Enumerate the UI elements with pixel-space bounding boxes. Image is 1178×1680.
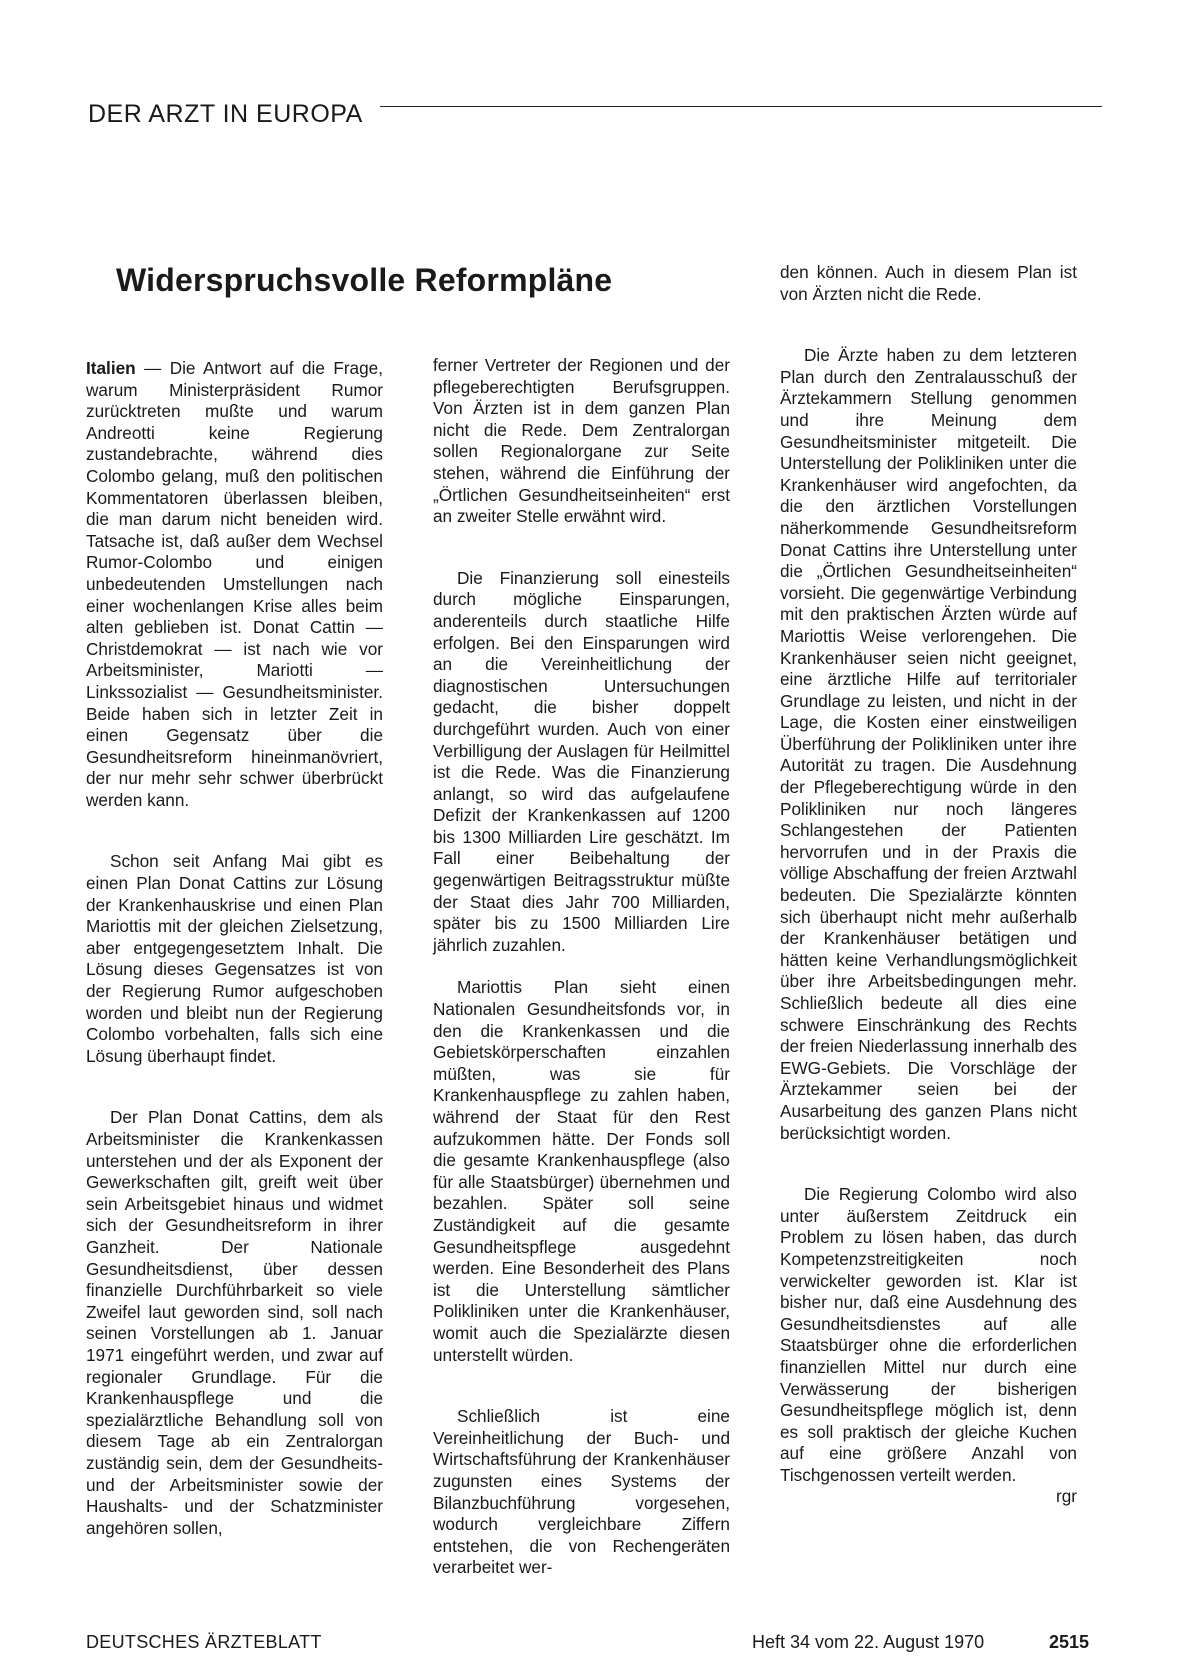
article-title: Widerspruchsvolle Reformpläne [116, 262, 613, 298]
paragraph: den können. Auch in diesem Plan ist von Ärzten nicht die Rede. [780, 262, 1077, 304]
section-header: DER ARZT IN EUROPA [88, 100, 363, 128]
paragraph: Mariottis Plan sieht einen Nationalen Gesundheitsfonds vor, in den die Krankenkassen und die Gebietskörperschaften einzahlen müßten, was sie für Krankenhauspflege zu zahlen haben, während der Staat für den Rest aufzukommen hätte. Der Fonds soll die gesamte Krankenhauspflege (also für alle Staatsbürger) übernehmen und bezahlen. Später soll seine Zuständigkeit auf die gesamte Gesundheitspflege ausgedehnt werden. Eine Besonderheit des Plans ist die Unterstellung sämtlicher Polikliniken unter die Krankenhäuser, womit auch die Spezialärzte diesen unterstellt würden. [433, 977, 730, 1365]
paragraph: Schließlich ist eine Vereinheitlichung der Buch- und Wirtschaftsführung der Krankenhäuser zugunsten eines Systems der Bilanzbuchführung vorgesehen, wodurch vergleichbare Ziffern entstehen, die von Rechengeräten verarbeitet wer- [433, 1406, 730, 1578]
paragraph: Die Ärzte haben zu dem letzteren Plan durch den Zentralausschuß der Ärztekammern Stellung genommen und ihre Meinung dem Gesundheitsminister mitgeteilt. Die Unterstellung der Polikliniken unter die Krankenhäuser wird angefochten, da die den ärztlichen Vorstellungen näherkommende Gesundheitsreform Donat Cattins ihre Unterstellung unter die „Örtlichen Gesundheitseinheiten“ vorsieht. Die gegenwärtige Verbindung mit den praktischen Ärzten würde auf Mariottis Weise verlorengehen. Die Krankenhäuser seien nicht geeignet, eine ärztliche Hilfe auf territorialer Grundlage zu leisten, und nicht in der Lage, die Kosten einer einstweiligen Überführung der Polikliniken unter ihre Autorität zu tragen. Die Ausdehnung der Pflegeberechtigung würde in den Polikliniken nur noch längeres Schlangestehen der Patienten hervorrufen und in der Praxis die völlige Abschaffung der freien Arztwahl bedeuten. Die Spezialärzte könnten sich überhaupt nicht mehr außerhalb der Krankenhäuser betätigen und hätten keine Verhandlungsmöglichkeit über ihre Arbeitsbedingungen mehr. Schließlich bedeute all dies eine schwere Einschränkung des Rechts der freien Niederlassung innerhalb des EWG-Gebiets. Die Vorschläge der Ärztekammer seien bei der Ausarbeitung des ganzen Plans nicht berücksichtigt worden. [780, 345, 1077, 1143]
paragraph: Der Plan Donat Cattins, dem als Arbeitsminister die Krankenkassen unterstehen und der als Exponent der Gewerkschaften gilt, greift weit über sein Arbeitsgebiet hinaus und widmet sich der Gesundheitsreform in ihrer Ganzheit. Der Nationale Gesundheitsdienst, über dessen finanzielle Durchführbarkeit so viele Zweifel laut geworden sind, soll nach seinen Vorstellungen ab 1. Januar 1971 eingeführt werden, und zwar auf regionaler Grundlage. Für die Krankenhauspflege und die spezialärztliche Behandlung soll von diesem Tage ab ein Zentralorgan zuständig sein, dem der Gesundheits- und der Arbeitsminister sowie der Haushalts- und der Schatzminister angehören sollen, [86, 1107, 383, 1538]
column-2 [433, 355, 730, 1579]
paragraph-text: — Die Antwort auf die Frage, warum Ministerpräsident Rumor zurücktreten mußte und warum Andreotti keine Regierung zustandebrachte, während dies Colombo gelang, muß den politischen Kommentatoren überlassen bleiben, die man darum nicht beneiden wird. Tatsache ist, daß außer dem Wechsel Rumor-Colombo und einigen unbedeutenden Umstellungen nach einer wochenlangen Krise alles beim alten geblieben ist. Donat Cattin — Christdemokrat — ist nach wie vor Arbeitsminister, Mariotti — Linkssozialist — Gesundheitsminister. Beide haben sich in letzter Zeit in einen Gegensatz über die Gesundheitsreform hineinmanövriert, der nur mehr sehr schwer überbrückt werden kann. [86, 358, 383, 810]
journal-name: DEUTSCHES ÄRZTEBLATT [86, 1632, 322, 1652]
paragraph: Die Finanzierung soll einesteils durch mögliche Einsparungen, anderenteils durch staatliche Hilfe erfolgen. Bei den Einsparungen wird an die Vereinheitlichung der diagnostischen Untersuchungen gedacht, die bisher doppelt durchgeführt wurden. Auch von einer Verbilligung der Auslagen für Heilmittel ist die Rede. Was die Finanzierung anlangt, so wird das aufgelaufene Defizit der Krankenkassen auf 1200 bis 1300 Milliarden Lire geschätzt. Im Fall einer Beibehaltung der gegenwärtigen Beitragsstruktur müßte der Staat dies Jahr 700 Milliarden, später bis zu 1500 Milliarden Lire jährlich zuzahlen. [433, 567, 730, 955]
column-1 [86, 358, 383, 1539]
page-number: 2515 [1049, 1632, 1090, 1652]
paragraph [86, 358, 383, 811]
header-rule [380, 106, 1102, 107]
paragraph: ferner Vertreter der Regionen und der pflegeberechtigten Berufsgruppen. Von Ärzten ist in dem ganzen Plan nicht die Rede. Dem Zentralorgan sollen Regionalorgane zur Seite stehen, während die Einführung der „Örtlichen Gesundheitseinheiten“ erst an zweiter Stelle erwähnt wird. [433, 355, 730, 527]
author-signature: rgr [1055, 1486, 1077, 1507]
lead-word: Italien [86, 358, 136, 378]
issue-info: Heft 34 vom 22. August 1970 [752, 1632, 985, 1652]
paragraph: Die Regierung Colombo wird also unter äußerstem Zeitdruck ein Problem zu lösen haben, das durch Kompetenzstreitigkeiten noch verwickelter geworden ist. Klar ist bisher nur, daß eine Ausdehnung des Gesundheitsdienstes auf alle Staatsbürger ohne die erforderlichen finanziellen Mittel nur durch eine Verwässerung der bisherigen Gesundheitspflege möglich ist, denn es soll praktisch der gleiche Kuchen auf eine größere Anzahl von Tischgenossen verteilt werden. [780, 1184, 1077, 1485]
paragraph: Schon seit Anfang Mai gibt es einen Plan Donat Cattins zur Lösung der Krankenhauskrise und einen Plan Mariottis mit der gleichen Zielsetzung, aber entgegengesetztem Inhalt. Die Lösung dieses Gegensatzes ist von der Regierung Rumor aufgeschoben worden und bleibt nun der Regierung Colombo vorbehalten, falls sich eine Lösung überhaupt findet. [86, 851, 383, 1066]
column-3 [780, 262, 1077, 1508]
